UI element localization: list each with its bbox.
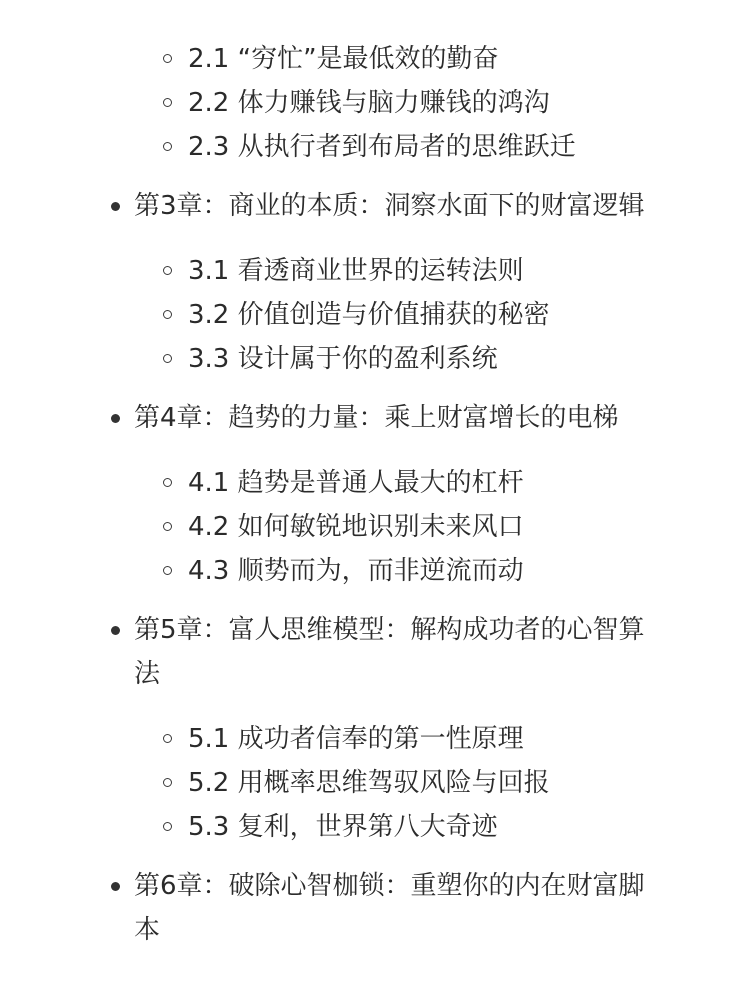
filled-bullet-icon	[111, 202, 120, 211]
list-item	[0, 768, 750, 798]
subsection-label: 2.1 “穷忙”是最低效的勤奋	[188, 44, 499, 74]
chapter-item	[0, 608, 750, 696]
chapter-title: 第6章：破除心智枷锁：重塑你的内在财富脚本	[134, 871, 645, 945]
hollow-bullet-icon	[163, 98, 172, 107]
hollow-bullet-icon	[163, 266, 172, 275]
hollow-bullet-icon	[163, 522, 172, 531]
list-item	[0, 468, 750, 498]
chapter-item	[0, 396, 750, 440]
hollow-bullet-icon	[163, 54, 172, 63]
hollow-bullet-icon	[163, 778, 172, 787]
list-item	[0, 256, 750, 286]
chapter-item	[0, 864, 750, 952]
hollow-bullet-icon	[163, 142, 172, 151]
list-item	[0, 132, 750, 162]
subsection-label: 3.3 设计属于你的盈利系统	[188, 344, 498, 374]
list-item	[0, 812, 750, 842]
subsection-label: 5.1 成功者信奉的第一性原理	[188, 724, 524, 754]
subsection-label: 2.3 从执行者到布局者的思维跃迁	[188, 132, 576, 162]
subsection-label: 4.2 如何敏锐地识别未来风口	[188, 512, 524, 542]
list-item	[0, 512, 750, 542]
list-item	[0, 88, 750, 118]
filled-bullet-icon	[111, 882, 120, 891]
list-item	[0, 556, 750, 586]
subsection-label: 4.1 趋势是普通人最大的杠杆	[188, 468, 524, 498]
hollow-bullet-icon	[163, 354, 172, 363]
chapter-item	[0, 184, 750, 228]
subsection-label: 5.3 复利，世界第八大奇迹	[188, 812, 498, 842]
subsection-label: 5.2 用概率思维驾驭风险与回报	[188, 768, 550, 798]
table-of-contents	[0, 44, 750, 980]
subsection-label: 3.2 价值创造与价值捕获的秘密	[188, 300, 550, 330]
filled-bullet-icon	[111, 414, 120, 423]
hollow-bullet-icon	[163, 478, 172, 487]
subsection-label: 3.1 看透商业世界的运转法则	[188, 256, 524, 286]
list-item	[0, 344, 750, 374]
subsection-label: 4.3 顺势而为，而非逆流而动	[188, 556, 524, 586]
chapter-title: 第5章：富人思维模型：解构成功者的心智算法	[134, 615, 645, 689]
hollow-bullet-icon	[163, 566, 172, 575]
subsection-label: 2.2 体力赚钱与脑力赚钱的鸿沟	[188, 88, 550, 118]
list-item	[0, 724, 750, 754]
hollow-bullet-icon	[163, 822, 172, 831]
hollow-bullet-icon	[163, 310, 172, 319]
list-item	[0, 44, 750, 74]
filled-bullet-icon	[111, 626, 120, 635]
chapter-title: 第3章：商业的本质：洞察水面下的财富逻辑	[134, 191, 645, 221]
list-item	[0, 300, 750, 330]
hollow-bullet-icon	[163, 734, 172, 743]
chapter-title: 第4章：趋势的力量：乘上财富增长的电梯	[134, 403, 619, 433]
